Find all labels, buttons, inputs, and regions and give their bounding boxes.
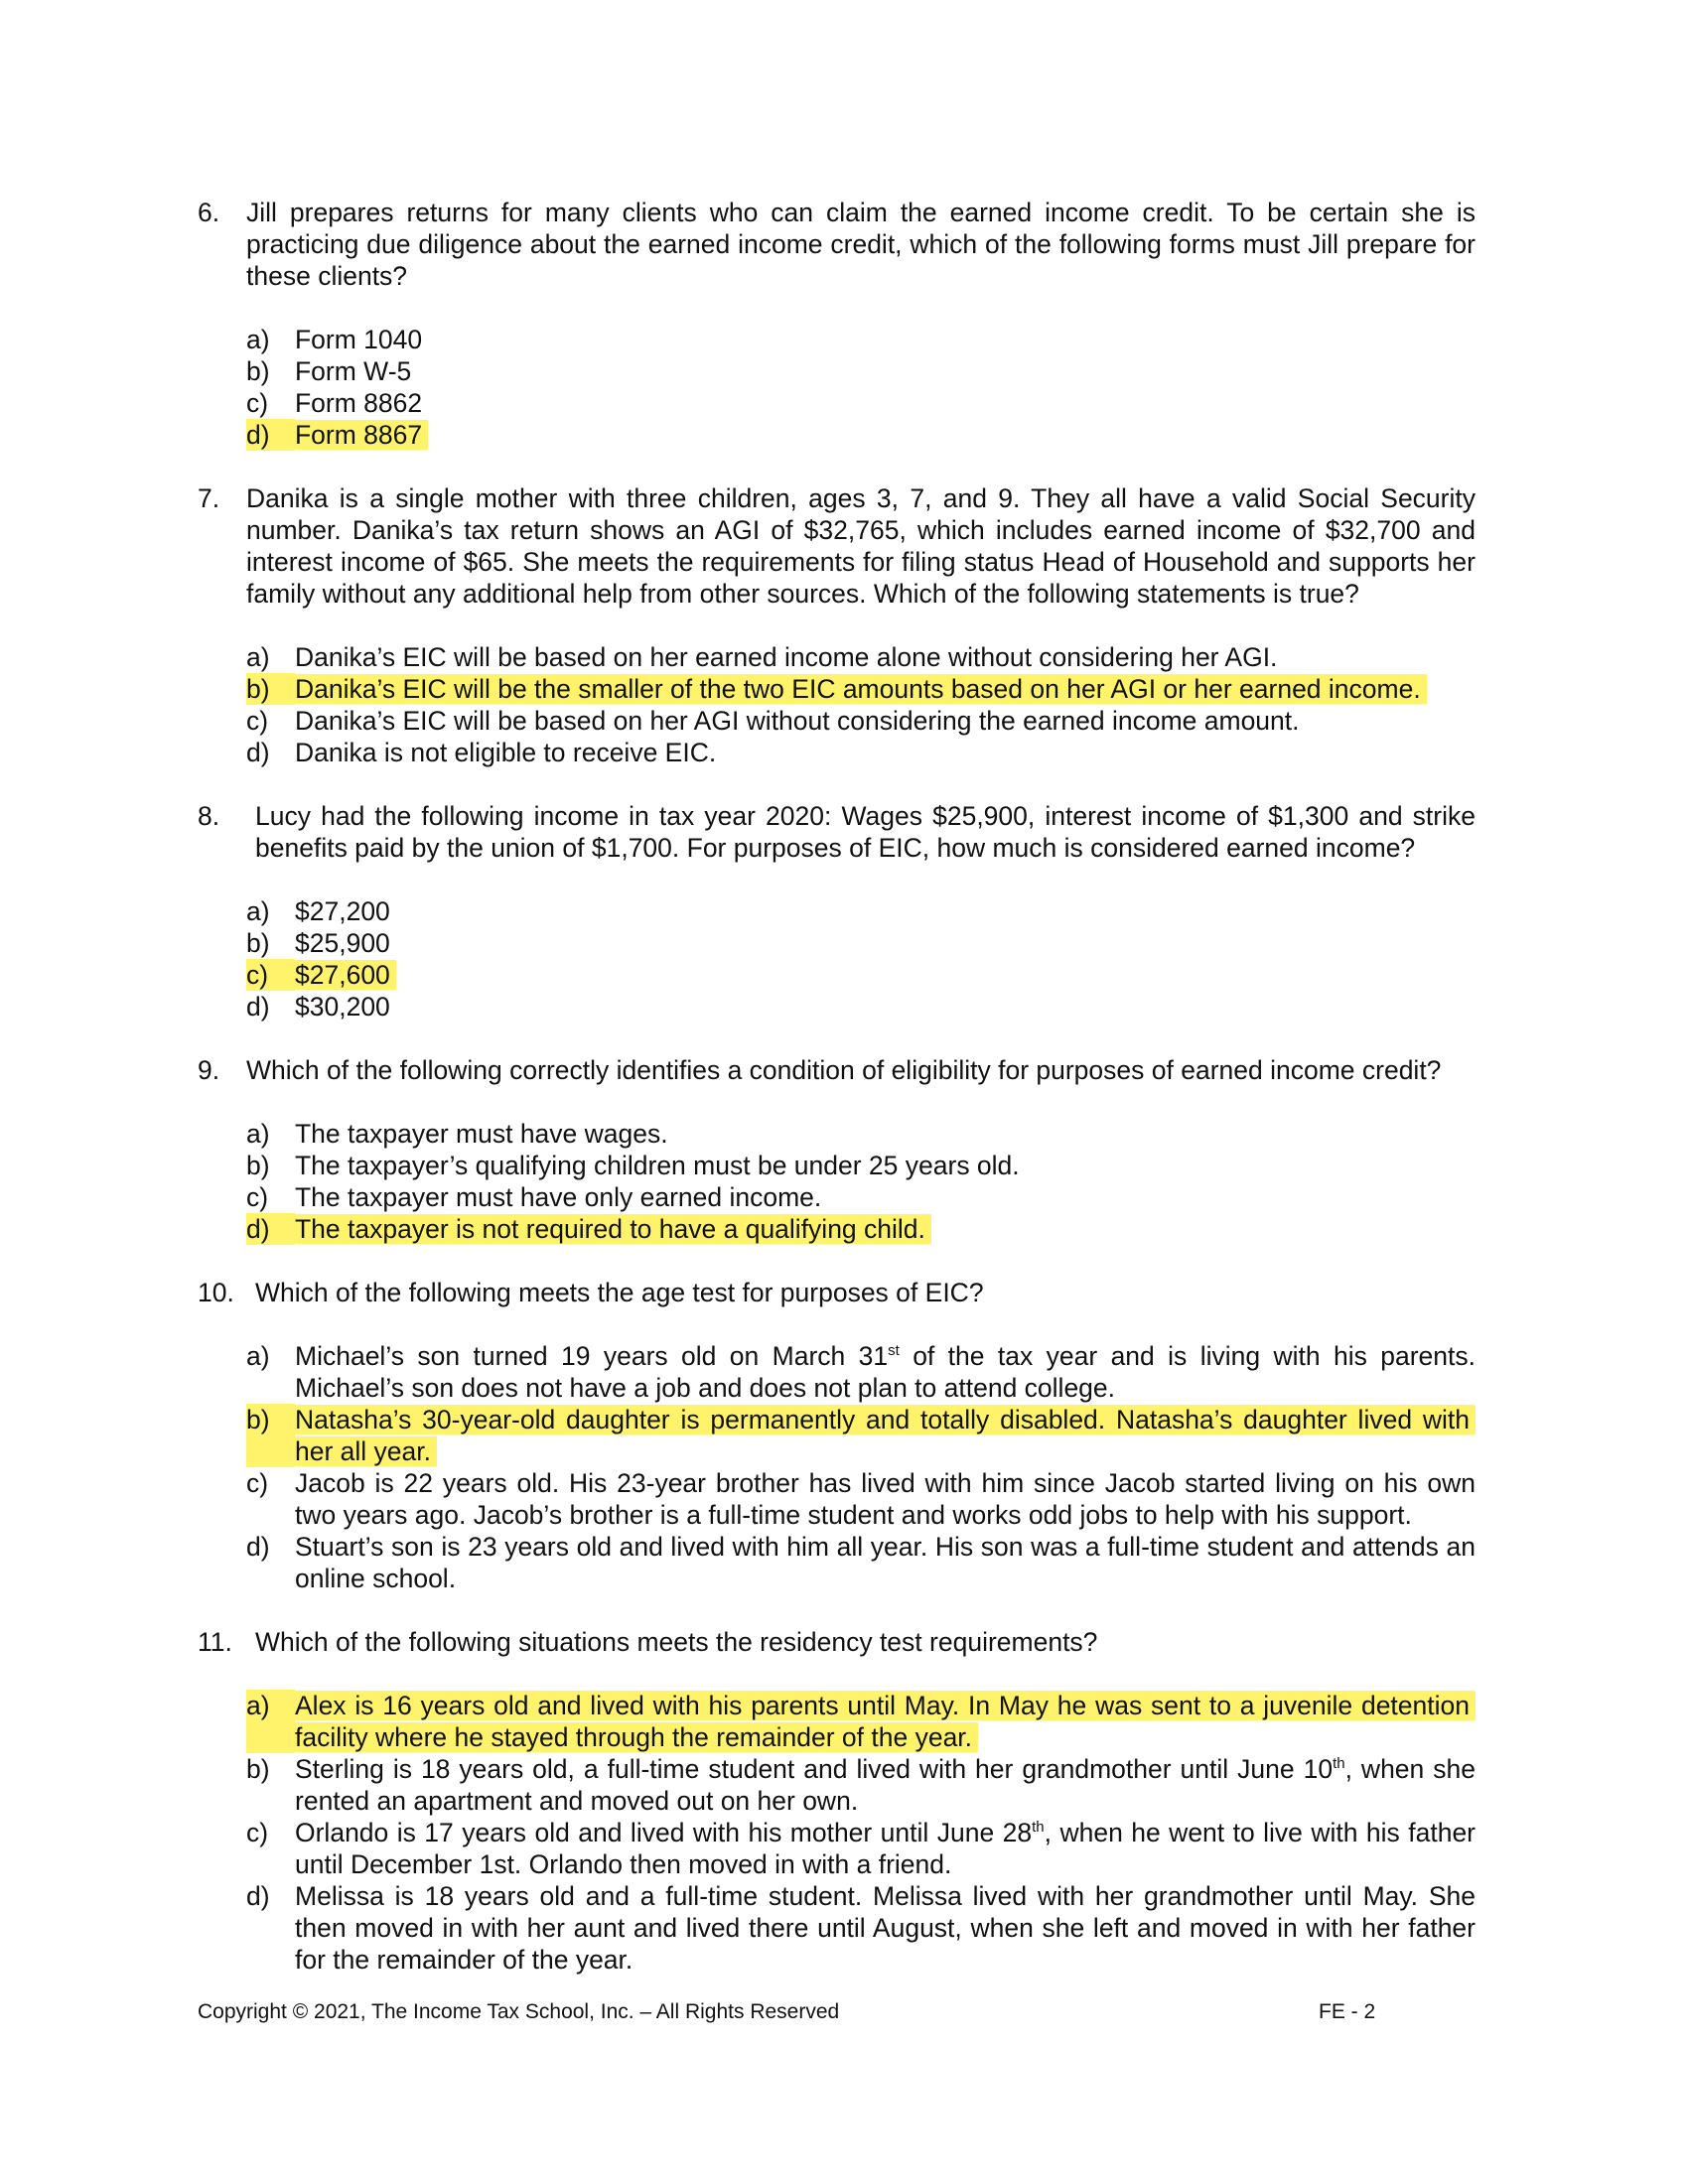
option-text-part: Form 1040 bbox=[295, 325, 423, 354]
option-letter: b) bbox=[246, 928, 270, 958]
option-letter: d) bbox=[246, 738, 270, 767]
option-letter: d) bbox=[246, 1213, 295, 1245]
option-letter: c) bbox=[246, 1818, 269, 1847]
option-letter: c) bbox=[246, 388, 269, 418]
option-letter: d) bbox=[246, 1881, 270, 1911]
option-text-main bbox=[295, 706, 1300, 736]
option-letter: c) bbox=[246, 1468, 269, 1498]
answer-options bbox=[246, 1118, 1476, 1245]
option-text-part: Danika’s EIC will be based on her earned income alone without considering her AGI. bbox=[295, 642, 1278, 672]
option-text-part: Sterling is 18 years old, a full-time student and lived with her grandmother until June 10 bbox=[295, 1754, 1334, 1784]
option-letter: d) bbox=[246, 1532, 270, 1562]
answer-option bbox=[246, 1817, 1476, 1880]
answer-option bbox=[246, 355, 1476, 387]
option-letter: a) bbox=[246, 896, 270, 926]
answer-options bbox=[246, 1690, 1476, 1976]
question-10 bbox=[198, 1277, 1476, 1308]
answer-options bbox=[246, 641, 1476, 768]
option-text-main bbox=[295, 1119, 668, 1149]
answer-option bbox=[246, 387, 1476, 419]
option-text bbox=[295, 1340, 1476, 1404]
option-letter: d) bbox=[246, 419, 295, 451]
option-letter: b) bbox=[246, 1754, 270, 1784]
option-text-part: , when he went to live with his father until December 1st. Orlando then moved in with a friend. bbox=[295, 1818, 1477, 1879]
option-text-part: of the tax year and is living with his parents. Michael’s son does not have a job and does not plan to attend college. bbox=[295, 1341, 1476, 1403]
option-text bbox=[295, 737, 1476, 768]
option-text bbox=[295, 1817, 1476, 1880]
answer-option bbox=[246, 324, 1476, 355]
answer-option bbox=[246, 1181, 1476, 1213]
ordinal-suffix: st bbox=[888, 1342, 900, 1360]
question-number: 8. bbox=[198, 801, 220, 831]
option-text-main bbox=[295, 1405, 1476, 1466]
question-7 bbox=[198, 482, 1476, 610]
answer-option bbox=[246, 1531, 1476, 1594]
option-text bbox=[295, 1118, 1476, 1150]
option-letter: c) bbox=[246, 706, 269, 736]
option-text-part: Danika’s EIC will be based on her AGI without considering the earned income amount. bbox=[295, 706, 1300, 736]
option-letter: c) bbox=[246, 959, 295, 991]
option-letter: c) bbox=[246, 1182, 269, 1212]
option-text-main bbox=[295, 1754, 1476, 1816]
option-text-part: The taxpayer must have only earned income. bbox=[295, 1182, 822, 1212]
answer-options bbox=[246, 324, 1476, 451]
option-text-part: Jacob is 22 years old. His 23-year brother has lived with him since Jacob started living on his own two years ago. Jacob’s brother is a full-time student and works odd jobs to help with his support. bbox=[295, 1468, 1476, 1530]
option-text-main bbox=[295, 674, 1427, 704]
option-text bbox=[295, 959, 1476, 991]
option-letter: d) bbox=[246, 992, 270, 1022]
question-9 bbox=[198, 1054, 1476, 1086]
option-text-part: Form 8862 bbox=[295, 388, 423, 418]
answer-option bbox=[246, 1753, 1476, 1817]
option-text-main bbox=[295, 1818, 1476, 1879]
answer-option bbox=[246, 1880, 1476, 1976]
option-text-main bbox=[295, 960, 396, 990]
option-text-part: Melissa is 18 years old and a full-time student. Melissa lived with her grandmother until May. She then moved in with her aunt and lived there until August, when she left and moved in with her father for the remainder of the year. bbox=[295, 1881, 1476, 1975]
option-text bbox=[295, 1880, 1476, 1976]
answer-option bbox=[246, 927, 1476, 959]
option-text bbox=[295, 1467, 1476, 1531]
answer-option bbox=[246, 895, 1476, 927]
option-text bbox=[295, 419, 1476, 451]
option-text-part: Orlando is 17 years old and lived with his mother until June 28 bbox=[295, 1818, 1033, 1847]
option-letter: b) bbox=[246, 1404, 295, 1467]
option-text-main bbox=[295, 1468, 1476, 1530]
answer-option-highlighted bbox=[246, 1690, 1476, 1753]
answer-option bbox=[246, 1150, 1476, 1181]
answer-option bbox=[246, 705, 1476, 737]
answer-option-highlighted bbox=[246, 673, 1476, 705]
option-text bbox=[295, 1213, 1476, 1245]
option-text bbox=[295, 1404, 1476, 1467]
answer-option bbox=[246, 737, 1476, 768]
option-text bbox=[295, 355, 1476, 387]
option-letter: a) bbox=[246, 1690, 295, 1753]
option-text-part: The taxpayer is not required to have a qualifying child. bbox=[295, 1214, 925, 1244]
question-list bbox=[198, 197, 1476, 2007]
option-text-part: Form 8867 bbox=[295, 420, 423, 450]
option-letter: b) bbox=[246, 1151, 270, 1180]
option-text-main bbox=[295, 325, 422, 354]
option-text bbox=[295, 387, 1476, 419]
option-text bbox=[295, 1753, 1476, 1817]
option-text-part: $30,200 bbox=[295, 992, 390, 1022]
answer-option-highlighted bbox=[246, 959, 1476, 991]
answer-option bbox=[246, 1340, 1476, 1404]
option-text-main bbox=[295, 1151, 1020, 1180]
option-text-part: The taxpayer’s qualifying children must be under 25 years old. bbox=[295, 1151, 1020, 1180]
question-text: Lucy had the following income in tax year 2020: Wages $25,900, interest income of $1,300 and strike benefits paid by the union of $1,700. For purposes of EIC, how much is considered earned income? bbox=[255, 801, 1476, 863]
ordinal-suffix: th bbox=[1333, 1755, 1345, 1773]
option-letter: a) bbox=[246, 1341, 270, 1371]
option-letter: b) bbox=[246, 356, 270, 386]
option-text-part: $27,600 bbox=[295, 960, 390, 990]
option-text-main bbox=[295, 1214, 931, 1244]
option-letter: a) bbox=[246, 1119, 270, 1149]
option-text bbox=[295, 1531, 1476, 1594]
option-text bbox=[295, 324, 1476, 355]
option-text bbox=[295, 895, 1476, 927]
option-text-main bbox=[295, 992, 390, 1022]
option-text-main bbox=[295, 928, 390, 958]
option-text bbox=[295, 1690, 1476, 1753]
answer-option bbox=[246, 991, 1476, 1023]
option-text-main bbox=[295, 420, 428, 450]
ordinal-suffix: th bbox=[1032, 1819, 1045, 1837]
answer-options bbox=[246, 895, 1476, 1023]
question-number: 7. bbox=[198, 483, 220, 513]
option-text-part: $27,200 bbox=[295, 896, 390, 926]
option-text bbox=[295, 641, 1476, 673]
option-text-part: Alex is 16 years old and lived with his parents until May. In May he was sent to a juvenile detention facility where he stayed through the remainder of the year. bbox=[295, 1691, 1470, 1752]
option-text-part: Natasha’s 30-year-old daughter is permanently and totally disabled. Natasha’s daughter lived with her all year. bbox=[295, 1405, 1470, 1466]
question-text: Which of the following meets the age test for purposes of EIC? bbox=[255, 1278, 984, 1307]
question-6 bbox=[198, 197, 1476, 292]
copyright-footer: Copyright © 2021, The Income Tax School, Inc. – All Rights Reserved bbox=[198, 2000, 840, 2023]
option-text bbox=[295, 673, 1476, 705]
page-number: FE - 2 bbox=[1319, 2000, 1376, 2023]
question-8 bbox=[198, 800, 1476, 864]
question-number: 9. bbox=[198, 1055, 220, 1085]
option-text bbox=[295, 1181, 1476, 1213]
option-text-main bbox=[295, 388, 422, 418]
option-text bbox=[295, 705, 1476, 737]
option-text-part: $25,900 bbox=[295, 928, 390, 958]
option-letter: a) bbox=[246, 325, 270, 354]
option-text bbox=[295, 1150, 1476, 1181]
option-text-part: , when she rented an apartment and moved out on her own. bbox=[295, 1754, 1476, 1816]
question-number: 10. bbox=[198, 1278, 234, 1307]
option-text-part: Danika is not eligible to receive EIC. bbox=[295, 738, 717, 767]
answer-option-highlighted bbox=[246, 1404, 1476, 1467]
option-text-main bbox=[295, 1341, 1476, 1403]
option-text-part: Stuart’s son is 23 years old and lived with him all year. His son was a full-time student and attends an online school. bbox=[295, 1532, 1476, 1593]
option-text-main bbox=[295, 1691, 1476, 1752]
option-text-main bbox=[295, 1881, 1476, 1975]
option-letter: b) bbox=[246, 673, 295, 705]
option-text-main bbox=[295, 738, 716, 767]
option-text-main bbox=[295, 896, 390, 926]
question-11 bbox=[198, 1626, 1476, 1658]
answer-options bbox=[246, 1340, 1476, 1594]
question-text: Jill prepares returns for many clients who can claim the earned income credit. To be certain she is practicing due diligence about the earned income credit, which of the following forms must Jill prepare for these clients? bbox=[246, 198, 1476, 291]
option-text bbox=[295, 927, 1476, 959]
option-text-main bbox=[295, 356, 411, 386]
question-text: Which of the following correctly identifies a condition of eligibility for purposes of earned income credit? bbox=[246, 1055, 1442, 1085]
option-text-part: Danika’s EIC will be the smaller of the two EIC amounts based on her AGI or her earned income. bbox=[295, 674, 1421, 704]
option-text-part: Form W-5 bbox=[295, 356, 412, 386]
option-text-main bbox=[295, 642, 1277, 672]
option-text-main bbox=[295, 1532, 1476, 1593]
answer-option-highlighted bbox=[246, 1213, 1476, 1245]
question-text: Danika is a single mother with three children, ages 3, 7, and 9. They all have a valid Social Security number. Danika’s tax return shows an AGI of $32,765, which includes earned income of $32,700 and interest income of $65. She meets the requirements for filing status Head of Household and supports her family without any additional help from other sources. Which of the following statements is true? bbox=[246, 483, 1476, 609]
answer-option-highlighted bbox=[246, 419, 1476, 451]
question-number: 11. bbox=[198, 1627, 232, 1657]
option-letter: a) bbox=[246, 642, 270, 672]
option-text-main bbox=[295, 1182, 821, 1212]
option-text-part: The taxpayer must have wages. bbox=[295, 1119, 668, 1149]
answer-option bbox=[246, 1118, 1476, 1150]
option-text-part: Michael’s son turned 19 years old on March 31 bbox=[295, 1341, 889, 1371]
question-text: Which of the following situations meets the residency test requirements? bbox=[255, 1627, 1098, 1657]
question-number: 6. bbox=[198, 198, 220, 227]
answer-option bbox=[246, 1467, 1476, 1531]
answer-option bbox=[246, 641, 1476, 673]
option-text bbox=[295, 991, 1476, 1023]
